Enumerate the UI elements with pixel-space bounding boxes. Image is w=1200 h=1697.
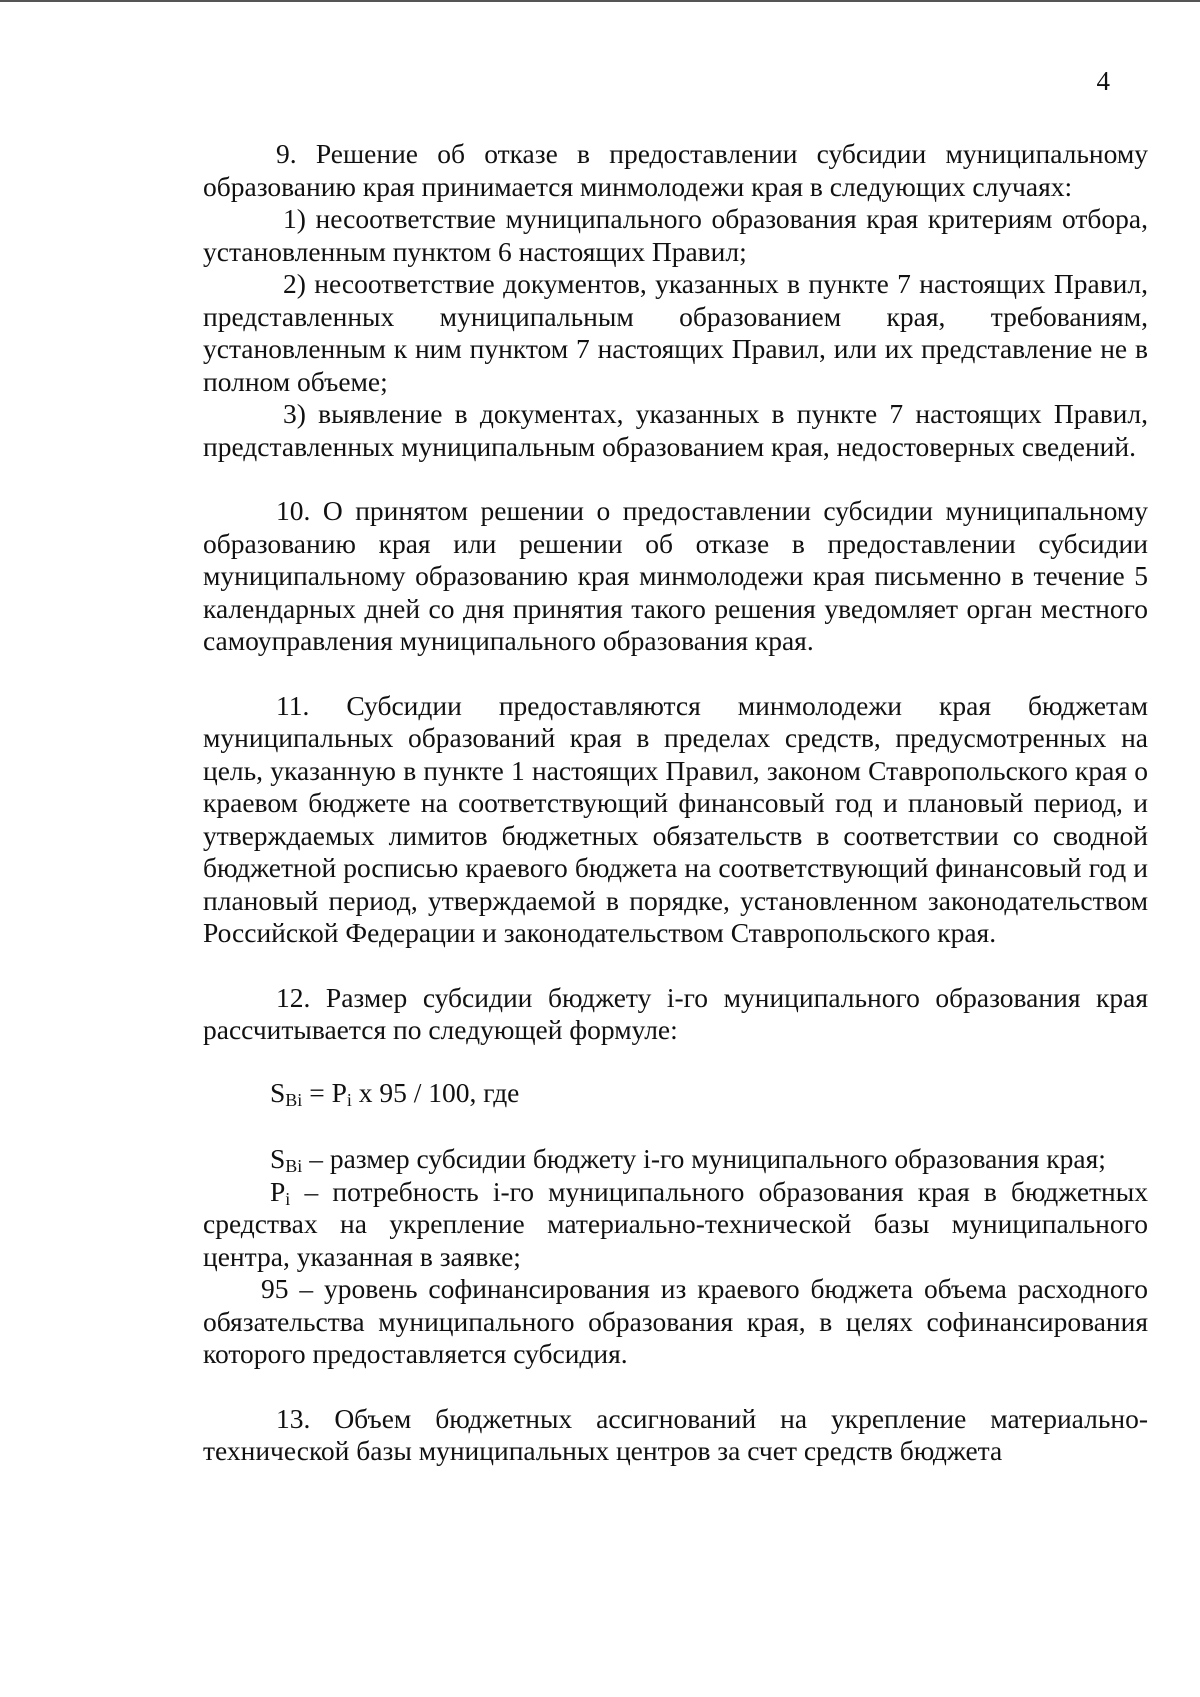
- paragraph-12-intro: 12. Размер субсидии бюджету i-го муниципального образования края рассчитывается по следующей формуле:: [203, 981, 1148, 1045]
- formula-rhs-subscript: i: [346, 1089, 352, 1110]
- paragraph-9-intro: 9. Решение об отказе в предоставлении субсидии муниципальному образованию края принимается минмолодежи края в следующих случаях:: [203, 138, 1148, 202]
- paragraph-9-item-2: 2) несоответствие документов, указанных в пункте 7 настоящих Правил, представленных муниципальным образованием края, требованиям, установленным к ним пунктом 7 настоящих Правил, или их представление не в полном объеме;: [203, 268, 1148, 397]
- paragraph-11: 11. Субсидии предоставляются минмолодежи края бюджетам муниципальных образований края в пределах средств, предусмотренных на цель, указанную в пункте 1 настоящих Правил, законом Ставропольского края о краевом бюджете на соответствующий финансовый год и плановый период, и утверждаемых лимитов бюджетных обязательств в соответствии со сводной бюджетной росписью краевого бюджета на соответствующий финансовый год и плановый период, утверждаемой в порядке, установленном законодательством Российской Федерации и законодательством Ставропольского края.: [203, 689, 1148, 948]
- definition-s-text: – размер субсидии бюджету i-го муниципального образования края;: [302, 1143, 1106, 1174]
- definition-p-text: – потребность i-го муниципального образования края в бюджетных средствах на укрепление материально-технической базы муниципального центра, указанная в заявке;: [203, 1175, 1148, 1272]
- definition-p-subscript: i: [285, 1188, 291, 1209]
- paragraph-9-item-1: 1) несоответствие муниципального образования края критериям отбора, установленным пунктом 6 настоящих Правил;: [203, 203, 1148, 267]
- definition-s-symbol: S: [270, 1143, 286, 1174]
- formula-equals: =: [302, 1076, 332, 1108]
- subsidy-formula: [203, 1077, 1148, 1110]
- definition-s: [203, 1143, 1148, 1176]
- scan-top-edge: [0, 0, 1200, 2]
- definition-95: 95 – уровень софинансирования из краевого бюджета объема расходного обязательства муниципального образования края, в целях софинансирования которого предоставляется субсидия.: [203, 1273, 1148, 1369]
- definition-p: [203, 1176, 1148, 1274]
- page-number: 4: [1096, 66, 1110, 96]
- formula-rhs-symbol: P: [331, 1076, 347, 1108]
- paragraph-10: 10. О принятом решении о предоставлении субсидии муниципальному образованию края или решении об отказе в предоставлении субсидии муниципальному образованию края минмолодежи края письменно в течение 5 календарных дней со дня принятия такого решения уведомляет орган местного самоуправления муниципального образования края.: [203, 495, 1148, 656]
- paragraph-13: 13. Объем бюджетных ассигнований на укрепление материально-технической базы муниципальных центров за счет средств бюджета: [203, 1402, 1148, 1466]
- formula-lhs-symbol: S: [270, 1076, 286, 1108]
- formula-definitions: [203, 1143, 1148, 1371]
- document-body: [203, 138, 1148, 1468]
- paragraph-9-item-3: 3) выявление в документах, указанных в пункте 7 настоящих Правил, представленных муниципальным образованием края, недостоверных сведений.: [203, 398, 1148, 462]
- formula-rest: x 95 / 100, где: [351, 1076, 520, 1108]
- formula-lhs-subscript: Bi: [285, 1089, 303, 1110]
- definition-s-subscript: Bi: [285, 1156, 303, 1176]
- definition-p-symbol: P: [270, 1175, 286, 1207]
